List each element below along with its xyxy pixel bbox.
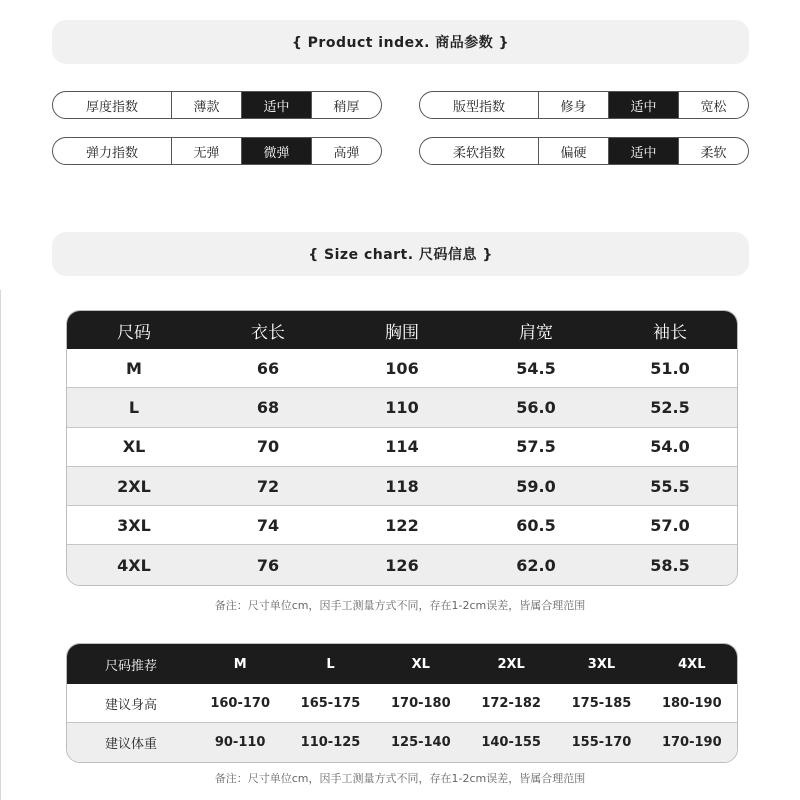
table-cell: 2XL (117, 476, 151, 496)
table-cell: 170-180 (390, 695, 451, 711)
size-chart-note: 备注：尺寸单位cm，因手工测量方式不同，存在1-2cm误差，皆属合理范围 (214, 599, 586, 612)
table-cell: 57.5 (516, 437, 556, 457)
table-cell: 180-190 (661, 695, 722, 711)
table-cell: M (126, 358, 142, 378)
table-header-row (67, 644, 737, 684)
table-cell: 175-185 (571, 695, 632, 711)
table-cell: 172-182 (481, 695, 541, 711)
table-cell: 56.0 (516, 397, 556, 417)
index-option: 薄款 (172, 92, 242, 118)
table-cell: 66 (256, 358, 280, 378)
table-cell: 54.5 (516, 358, 556, 378)
row-label: 建议身高 (104, 697, 157, 713)
left-edge-line (0, 290, 1, 800)
column-header: 袖长 (653, 322, 687, 343)
table-row (67, 545, 737, 584)
index-option-selected: 适中 (609, 92, 679, 118)
table-cell: 57.0 (650, 515, 690, 535)
product-index-banner (52, 20, 749, 64)
table-header-row (67, 311, 737, 349)
index-option-selected: 适中 (242, 92, 312, 118)
fit-index (419, 91, 749, 119)
index-label: 版型指数 (420, 92, 539, 118)
table-cell: 72 (256, 476, 280, 496)
table-row (67, 684, 737, 723)
table-cell: 60.5 (516, 515, 556, 535)
index-label: 弹力指数 (53, 138, 172, 164)
index-option: 无弹 (172, 138, 242, 164)
table-cell: XL (122, 437, 146, 457)
table-cell: 114 (385, 437, 419, 457)
table-row (67, 428, 737, 467)
column-header: 3XL (587, 656, 616, 672)
table-cell: 51.0 (650, 358, 690, 378)
column-header: L (326, 656, 335, 672)
table-cell: 68 (256, 397, 280, 417)
table-cell: 62.0 (516, 555, 556, 575)
softness-index (419, 137, 749, 165)
column-header: XL (411, 656, 430, 672)
table-row (67, 723, 737, 762)
table-cell: 4XL (117, 555, 151, 575)
index-label: 柔软指数 (420, 138, 539, 164)
table-cell: 140-155 (481, 735, 541, 750)
index-option: 高弹 (333, 145, 360, 161)
column-header: 肩宽 (519, 322, 553, 343)
table-cell: 106 (385, 358, 419, 378)
column-header: 4XL (678, 656, 706, 672)
index-option: 稍厚 (333, 99, 360, 115)
table-cell: 76 (256, 555, 280, 575)
index-label: 厚度指数 (53, 92, 172, 118)
table-cell: 126 (385, 555, 419, 575)
column-header: M (233, 656, 247, 672)
size-chart-banner (52, 232, 749, 276)
index-option-selected: 适中 (609, 138, 679, 164)
table-row (67, 467, 737, 506)
table-cell: 122 (385, 515, 419, 535)
index-option: 偏硬 (539, 138, 609, 164)
table-cell: 155-170 (571, 735, 632, 750)
table-cell: 54.0 (650, 437, 690, 457)
column-header: 衣长 (251, 322, 285, 343)
thickness-index (52, 91, 382, 119)
size-chart-table (66, 310, 738, 586)
table-cell: 118 (385, 476, 419, 496)
table-cell: 70 (256, 437, 280, 457)
column-header: 胸围 (385, 322, 419, 343)
table-row (67, 349, 737, 388)
table-cell: 125-140 (390, 735, 451, 750)
table-cell: 160-170 (210, 695, 270, 711)
table-cell: 58.5 (650, 555, 690, 575)
table-cell: 90-110 (214, 735, 266, 750)
size-recommendation-table (66, 643, 738, 763)
row-label: 建议体重 (104, 737, 157, 752)
elasticity-index (52, 137, 382, 165)
column-header: 2XL (497, 656, 525, 672)
index-option: 修身 (539, 92, 609, 118)
table-cell: 55.5 (650, 476, 690, 496)
index-option-selected: 微弹 (242, 138, 312, 164)
column-header: 尺码推荐 (104, 658, 157, 674)
table-cell: L (128, 397, 140, 417)
index-option: 柔软 (700, 145, 727, 161)
column-header: 尺码 (117, 322, 151, 343)
table-cell: 74 (256, 515, 280, 535)
table-row (67, 506, 737, 545)
recommendation-note: 备注：尺寸单位cm，因手工测量方式不同，存在1-2cm误差，皆属合理范围 (214, 772, 586, 785)
table-cell: 110 (385, 397, 419, 417)
size-chart-title: { Size chart. 尺码信息 } (308, 247, 493, 263)
table-cell: 59.0 (516, 476, 556, 496)
product-index-title: { Product index. 商品参数 } (291, 35, 510, 51)
table-cell: 165-175 (300, 695, 361, 711)
table-cell: 170-190 (661, 735, 722, 750)
table-row (67, 388, 737, 427)
table-cell: 110-125 (300, 735, 361, 750)
table-cell: 3XL (117, 515, 151, 535)
table-cell: 52.5 (650, 397, 690, 417)
index-option: 宽松 (700, 99, 727, 115)
